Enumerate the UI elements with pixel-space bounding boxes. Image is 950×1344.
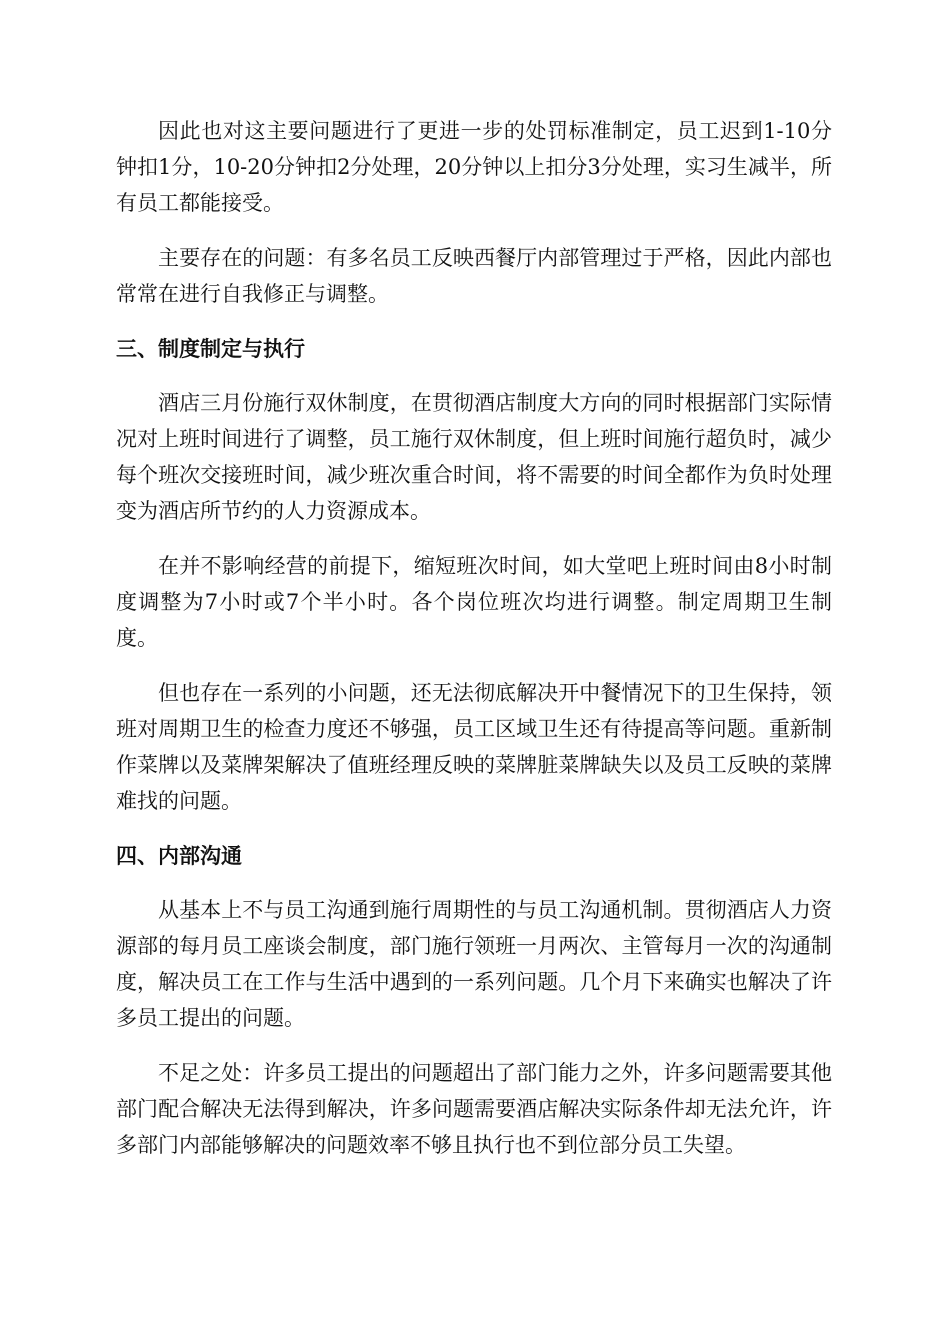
paragraph-main-problem: 主要存在的问题：有多名员工反映西餐厅内部管理过于严格，因此内部也常常在进行自我修正与调整。 (116, 246, 832, 306)
paragraph-shortcomings: 不足之处：许多员工提出的问题超出了部门能力之外，许多问题需要其他部门配合解决无法得到解决，许多问题需要酒店解决实际条件却无法允许，许多部门内部能够解决的问题效率不够且执行也不到位部分员工失望。 (116, 1061, 832, 1157)
paragraph-penalty-standard: 因此也对这主要问题进行了更进一步的处罚标准制定，员工迟到1-10分钟扣1分，10-20分钟扣2分处理，20分钟以上扣分3分处理，实习生减半，所有员工都能接受。 (116, 119, 832, 215)
document-body (116, 113, 832, 1182)
section-heading-system-execution: 三、制度制定与执行 (116, 337, 305, 361)
paragraph-double-rest-system: 酒店三月份施行双休制度，在贯彻酒店制度大方向的同时根据部门实际情况对上班时间进行了调整，员工施行双休制度，但上班时间施行超负时，减少每个班次交接班时间，减少班次重合时间，将不需要的时间全都作为负时处理变为酒店所节约的人力资源成本。 (116, 391, 832, 523)
paragraph-hygiene-issues: 但也存在一系列的小问题，还无法彻底解决开中餐情况下的卫生保持，领班对周期卫生的检查力度还不够强，员工区域卫生还有待提高等问题。重新制作菜牌以及菜牌架解决了值班经理反映的菜牌脏菜牌缺失以及员工反映的菜牌难找的问题。 (116, 681, 832, 813)
paragraph-communication-mechanism: 从基本上不与员工沟通到施行周期性的与员工沟通机制。贯彻酒店人力资源部的每月员工座谈会制度，部门施行领班一月两次、主管每月一次的沟通制度，解决员工在工作与生活中遇到的一系列问题。几个月下来确实也解决了许多员工提出的问题。 (116, 898, 832, 1030)
paragraph-shift-adjustment: 在并不影响经营的前提下，缩短班次时间，如大堂吧上班时间由8小时制度调整为7小时或7个半小时。各个岗位班次均进行调整。制定周期卫生制度。 (116, 554, 832, 650)
section-heading-internal-communication: 四、内部沟通 (116, 844, 242, 868)
